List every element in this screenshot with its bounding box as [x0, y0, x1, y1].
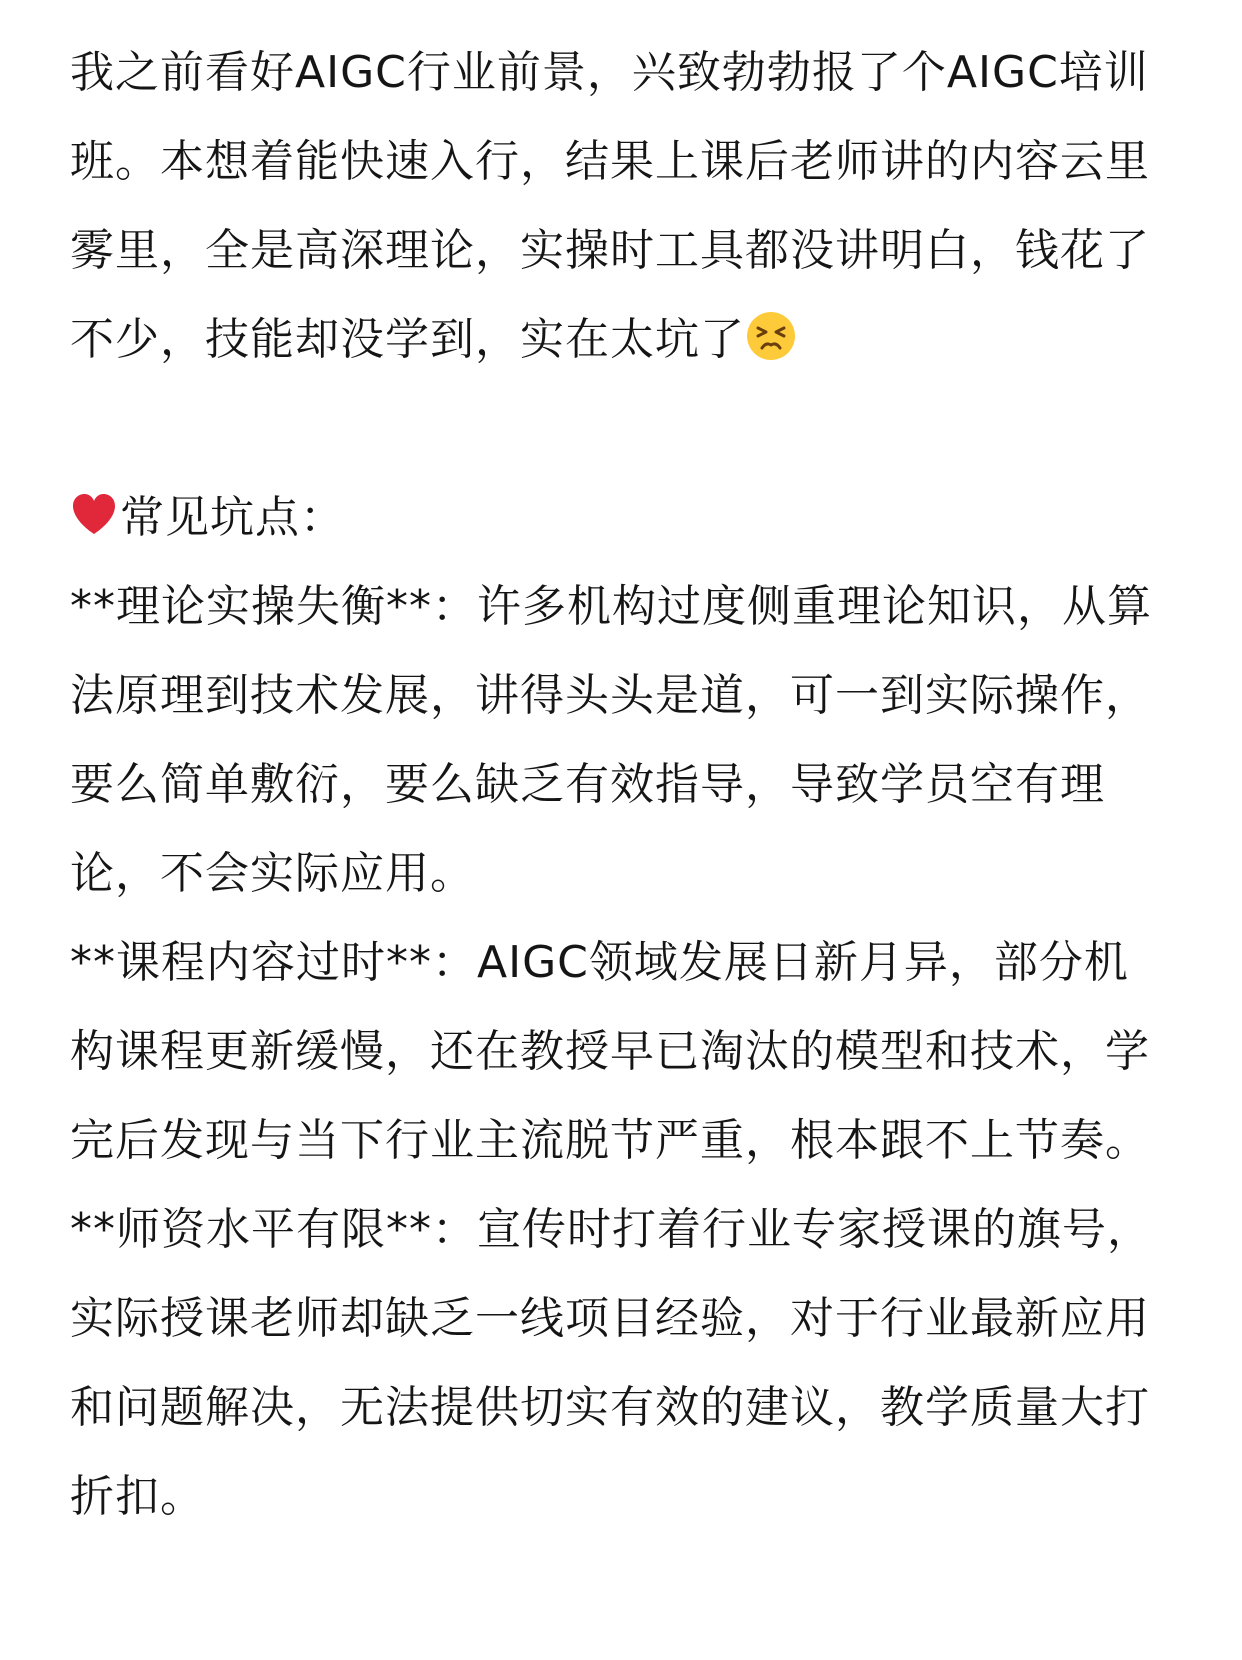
- section-title: 常见坑点：: [120, 492, 345, 543]
- red-heart-icon: [70, 492, 118, 536]
- point-paragraph-2: **课程内容过时**：AIGC领域发展日新月异，部分机构课程更新缓慢，还在教授早已淘汰的模型和技术，学完后发现与当下行业主流脱节严重，根本跟不上节奏。: [70, 937, 1150, 1166]
- point-paragraph-3: **师资水平有限**：宣传时打着行业专家授课的旗号，实际授课老师却缺乏一线项目经验，对于行业最新应用和问题解决，无法提供切实有效的建议，教学质量大打折扣。: [70, 1204, 1152, 1522]
- intro-paragraph: [70, 28, 1172, 384]
- section-header: [70, 473, 1172, 562]
- intro-text: 我之前看好AIGC行业前景，兴致勃勃报了个AIGC培训班。本想着能快速入行，结果上课后老师讲的内容云里雾里，全是高深理论，实操时工具都没讲明白，钱花了不少，技能却没学到，实在太坑了: [70, 47, 1150, 365]
- point-paragraph-1: **理论实操失衡**：许多机构过度侧重理论知识，从算法原理到技术发展，讲得头头是道，可一到实际操作，要么简单敷衍，要么缺乏有效指导，导致学员空有理论，不会实际应用。: [70, 581, 1152, 899]
- persevering-face-icon: [747, 312, 795, 360]
